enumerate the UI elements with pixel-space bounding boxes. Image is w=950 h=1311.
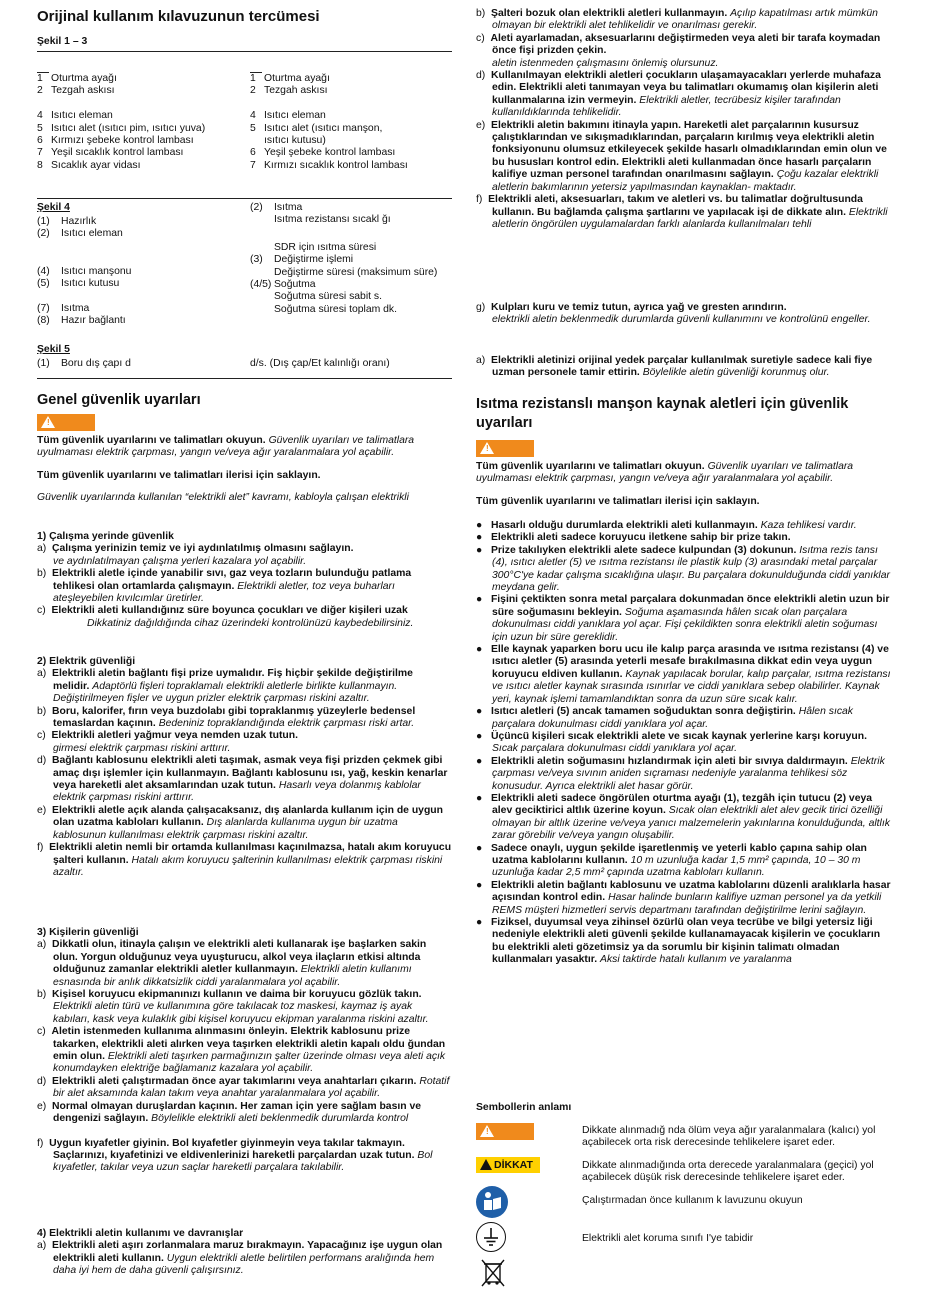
heating-safety-list <box>476 520 891 967</box>
item-4a: a) Elektrikli aleti aşırı zorlanmalara maruz bırakmayın. Yapacağınız işe uygun olan elektrikli aleti kullanın. Uygun elektrikli aletle belirtilen performans aralığında hem daha iyi hem de daha güvenli çalışırsınız. <box>37 1240 443 1277</box>
item-3e: e) Normal olmayan duruşlardan kaçının. Her zaman için yere sağlam basın ve dengenizi sağlayın. Böylelikle elektrikli aleti beklenmedik durumlarda kontrol <box>37 1100 422 1125</box>
item-1a: a) Çalışma yerinizin temiz ve iyi aydınlatılmış olmasını sağlayın. ve aydınlatılmayan çalışma yerleri kazalara yol açabilir. <box>37 543 354 567</box>
keep-instructions: Tüm güvenlik uyarılarını ve talimatları ilerisi için saklayın. <box>476 496 760 507</box>
section-1 <box>37 531 452 630</box>
item-3c: c) Aletin istenmeden kullanıma alınmasını önleyin. Elektrik kablosunu prize takarken, elektrikli aleti alırken veya taşırken elektrikli aletin kapalı oldu ğundan emin olun. Elektrikli aleti taşırken parmağınızın şalter üzerinde olması veya aleti açık konumdayken elektriğe bağlamanız kazalara yol açabilir. <box>37 1026 446 1075</box>
legend-item: SDR için ısıtma süresi <box>274 241 377 253</box>
symbol-caution-text: Dikkate alınmadığında orta derecede yaralanmalara (geçici) yol açabilecek düşük risk derecesinde tehlikelere işaret eder. <box>582 1160 874 1184</box>
item-4f: f) Elektrikli aleti, aksesuarları, takım ve aletleri vs. bu talimatlar doğrultusunda kullanın. Bu bağlamda çalışma şartlarını ve yapılacak işi de dikkate alın. Elektrikli aletlerin öngörülen uygulamalardan farklı alanlarda kullanılmaları tehli <box>476 194 888 230</box>
section-4 <box>37 1228 452 1278</box>
legend-item: (3) Değiştirme işlemi <box>250 254 354 266</box>
item-3f: f) Uygun kıyafetler giyinin. Bol kıyafetler giyinmeyin veya takılar takmayın. Saçlarınızı, kıyafetinizi ve eldivenlerinizi hareketli parçalardan uzak tutun. Bol kıyafetler, takılar veya uzun saçlar hareketli parçalara takılabilir. <box>37 1137 433 1174</box>
protective-earth-icon <box>476 1222 506 1252</box>
list-item: ● Üçüncü kişileri sıcak elektrikli alete ve sıcak kaynak yerlerine karşı koruyun. Sıcak parçalara dokunulması ciddi yanıklara yol açar. <box>476 730 867 755</box>
item-3a: a) Dikkatli olun, itinayla çalışın ve elektrikli aleti kullanarak işe başlarken sakin olun. Yorgun olduğunuz veya uyuşturucu, alkol veya ilaçların etkisi altında olduğunuz zamanlar elektrikli aletler kullanmayın. Elektrikli aletin kullanımı esnasında bir anlık dikkatsizlik ciddi yaralanmalara yol açabilir. <box>37 939 427 988</box>
figure-4-legend-left <box>37 216 247 328</box>
list-item: ● Sadece onaylı, uygun şekilde işaretlenmiş ve yeterli kablo çapına sahip olan uzatma kablolarını kullanın. 10 m uzunluğa kadar 1,5 mm² çapında, 10 – 30 m uzunluğa kadar 2,5 mm² çapında uzatma kabloları kullanın. <box>476 842 867 879</box>
figure-1-3-legend-b <box>250 72 452 172</box>
legend-item: 5 Isıtıcı alet (ısıtıcı pim, ısıtıcı yuva) <box>37 122 206 134</box>
section-heading: 1) Çalışma yerinde güvenlik <box>37 531 174 542</box>
keep-instructions: Tüm güvenlik uyarılarını ve talimatları ilerisi için saklayın. <box>37 470 321 481</box>
item-3d: d) Elektrikli aleti çalıştırmadan önce ayar takımlarını veya anahtarları çıkarın. Rotatif bir alet aksamında kalan takım veya anahtar yaralanmalara yol açabilir. <box>37 1075 450 1100</box>
item-5a: a) Elektrikli aletinizi orijinal yedek parçalar kullanılmak suretiyle sadece kali fiye uzman personele tamir ettirin. Böylelikle aletin güvenliği korunmuş olur. <box>476 355 873 379</box>
symbols-heading: Sembollerin anlamı <box>476 1102 572 1113</box>
legend-item: 1 Oturtma ayağı <box>37 73 117 84</box>
item-2f: f) Elektrikli aletin nemli bir ortamda kullanılması kaçınılmazsa, hatalı akım koruyucu şalteri kullanın. Hatalı akım koruyucu şalterinin kullanılması elektrik çarpması riskini azaltır. <box>37 842 452 878</box>
list-item: ● Elektrikli aletin bağlantı kablosunu ve uzatma kablolarını düzenli aralıklarla hasar açısından kontrol edin. Hasar halinde bunların kalifiye uzman personel ya da yetkili REMS müşteri hizmetleri servis departmanı tarafından değiştirilme lerini sağlayın. <box>476 879 891 916</box>
legend-item: (7) Isıtma <box>37 302 90 314</box>
item-4e: e) Elektrikli aletin bakımını itinayla yapın. Hareketli alet parçalarının kusursuz çalıştıklarından ve sıkışmadıklarından, parçaların kırılmış veya elektrikli aletin fonksiyonunu olumsuz etkileyecek şekilde hasarlı olmadıklarından emin olun ve bu hususları kontrol edin. Elektrikli aleti kullanmadan önce hasarlı parçaların kalifiye uzman personel tarafından onarılmasını sağlayın. Çoğu kazalar elektrikli aletlerin bakımlarının yetersiz yapılmasından kaynaklan- maktadır. <box>476 119 887 193</box>
legend-item: (4/5) Soğutma <box>250 279 316 291</box>
item-2a: a) Elektrikli aletin bağlantı fişi prize uymalıdır. Fiş hiçbir şekilde değiştirilme melidir. Adaptörlü fişleri topraklamalı elektrikli aletlerle birlikte kullanmayın. Değiştirilmeyen fişler ve uygun prizler elektrik çarpması riskini azaltır. <box>37 668 413 705</box>
read-instructions: Tüm güvenlik uyarılarını ve talimatları okuyun. Güvenlik uyarıları ve talimatlara uyulmaması elektrik çarpması, yangın ve/veya ağır yaralanmalara yol açabilir. <box>476 461 854 485</box>
heating-safety-title: Isıtma rezistanslı manşon kaynak aletleri için güvenlik uyarıları <box>476 396 849 431</box>
legend-item: 7 Yeşil sıcaklık kontrol lambası <box>37 147 184 159</box>
legend-item: 2 Tezgah askısı <box>250 85 328 97</box>
figure-4-legend-right <box>250 202 452 316</box>
item-3b: b) Kişisel koruyucu ekipmanınızı kullanın ve daima bir koruyucu gözlük takın. Elektrikli aletin türü ve kullanımına göre takılacak toz maskesi, kaymaz iş ayak kabıları, kask veya kulaklık gibi kişisel koruyucu ekipman yaralanma riskini azaltır. <box>37 989 429 1025</box>
legend-item: d/s. (Dış çap/Et kalınlığı oranı) <box>250 358 390 369</box>
caution-triangle-icon <box>480 1159 492 1170</box>
legend-item: 4 Isıtıcı eleman <box>250 110 326 122</box>
caution-label: DİKKAT <box>494 1159 533 1171</box>
warning-badge: ! <box>476 440 534 457</box>
caution-badge <box>476 1157 540 1173</box>
legend-item: 6 Kırmızı şebeke kontrol lambası <box>37 135 194 147</box>
figure-4-heading: Şekil 4 <box>37 202 70 213</box>
legend-item: (2) Isıtma <box>250 202 303 213</box>
legend-item: 1 Oturtma ayağı <box>250 73 330 84</box>
figure-5-heading: Şekil 5 <box>37 344 70 355</box>
legend-item: (1) Hazırlık <box>37 216 97 227</box>
divider <box>37 198 452 199</box>
item-2d: d) Bağlantı kablosunu elektrikli aleti taşımak, asmak veya fişi prizden çekmek gibi amaç dışı işlemler için kullanmayın. Bağlantı kablosunu ısı, yağ, keskin kenarlar veya hareketli alet aksamlarından uzak tutun. Hasarlı veya dolanmış kablolar elektrik çarpması riskini arttırır. <box>37 755 448 804</box>
section-3 <box>37 927 452 1175</box>
legend-item: 2 Tezgah askısı <box>37 85 115 97</box>
list-item: ● Fiziksel, duyumsal veya zihinsel özürlü olan veya tecrübe ve bilgi yetersiz liği nedeniyle elektrikli aleti güvenli şekilde kullanamayacak kişilerin ve çocukların bu elektrikli aleti gözetimsiz ya da sorumlu bir kişinin talimatı olmadan kullanmaları yasaktır. Aksi taktirde hatalı kullanım ve yaralanma <box>476 917 881 966</box>
section-heading: 3) Kişilerin güvenliği <box>37 927 139 938</box>
legend-item: (1) Boru dış çapı d <box>37 358 131 369</box>
legend-item: Isıtma rezistansı sıcakl ğı <box>274 214 391 226</box>
symbol-class1-text: Elektrikli alet koruma sınıfı I'ye tabidir <box>582 1233 754 1244</box>
read-instructions: Tüm güvenlik uyarılarını ve talimatları okuyun. Güvenlik uyarıları ve talimatlara uyulmaması elektrik çarpması, yangın ve/veya ağır yaralanmalara yol açabilir. <box>37 435 415 459</box>
legend-item: (5) Isıtıcı kutusu <box>37 278 120 290</box>
symbol-manual-text: Çalıştırmadan önce kullanım k lavuzunu okuyun <box>582 1195 803 1206</box>
list-item: ● Elektrikli aletin soğumasını hızlandırmak için aleti bir sıvıya daldırmayın. Elektrik çarpması ve/veya sıvının aniden sıçraması nedeniyle yaralanma tehlikesi söz konusudur. Ayrıca elektrikli alet hasar görür. <box>476 755 885 792</box>
legend-item: Soğutma süresi sabit s. <box>274 291 382 303</box>
page-title: Orijinal kullanım kılavuzunun tercümesi <box>37 8 320 25</box>
item-4g: g) Kulpları kuru ve temiz tutun, ayrıca yağ ve gresten arındırın. elektrikli aletin beklenmedik durumlarda güvenli kullanımını ve kontrolünü engeller. <box>476 302 871 326</box>
list-item: ● Hasarlı olduğu durumlarda elektrikli aleti kullanmayın. Kaza tehlikesi vardır. <box>476 520 857 531</box>
item-2b: b) Boru, kalorifer, fırın veya buzdolabı gibi topraklanmış yüzeylerle bedensel temaslardan kaçının. Bedeniniz topraklandığında elektrik çarpması riski artar. <box>37 705 416 730</box>
legend-item: 5 Isıtıcı alet (ısıtıcı manşon, <box>250 122 383 134</box>
list-item: ● Elle kaynak yaparken boru ucu ile kalıp parça arasında ve ısıtma rezistansı (4) ve ısıtıcı aletler (5) arasında yeterli mesafe bırakılmasına dikkat edin veya uygun koruyucu eldiven kullanın. Kaynak yapılacak borular, kalıp parçalar, ısıtma rezistansı ve ısıtıcı aletler kaynak sırasında ısınırlar ve ciddi yanıklara sebep olabilirler. Kaynak yeri, kaynak işlemi tamamlandıktan sonra da uzun süre sıcak kalır. <box>476 644 891 705</box>
section-heading: 2) Elektrik güvenliği <box>37 656 136 667</box>
list-item: ● Isıtıcı aletleri (5) ancak tamamen soğuduktan sonra değiştirin. Hâlen sıcak parçalara dokunulması ciddi yanıklara yol açar. <box>476 706 854 730</box>
item-4c: c) Aleti ayarlamadan, aksesuarlarını değiştirmeden veya aleti bir tarafa koymadan önce fişi prizden çekin. aletin istenmeden çalışmasını önlemiş olursunuz. <box>476 32 881 69</box>
legend-item: 7 Kırmızı sıcaklık kontrol lambası <box>250 159 408 171</box>
section-4-continued <box>476 8 891 231</box>
legend-item: ısıtıcı kutusu) <box>264 135 326 147</box>
legend-item: Soğutma süresi toplam dk. <box>274 303 398 315</box>
figure-1-3-heading: Şekil 1 – 3 <box>37 36 88 47</box>
list-item: ● Fişini çektikten sonra metal parçalara dokunmadan önce elektrikli aletin uzun bir süre soğumasını bekleyin. Soğuma aşamasında hâlen sıcak olan parçalara dokunulması ciddi yanıklara yol açar. Fişi çekildikten sonra elektrikli aletin soğuması için uzun bir süre gereklidir. <box>476 594 890 643</box>
item-4d: d) Kullanılmayan elektrikli aletleri çocukların ulaşamayacakları yerlerde muhafaza edin. Elektrikli aleti tanımayan veya bu talimatları okumamış olan kişilerin aleti kullanmalarına izin vermeyin. Elektrikli aletler, tecrübesiz kişiler tarafından kullanıldıklarında tehlikelidir. <box>476 70 881 119</box>
list-item: ● Elektrikli aleti sadece koruyucu iletkene sahip bir prize takın. <box>476 532 791 544</box>
legend-item: Değiştirme süresi (maksimum süre) <box>274 266 438 278</box>
legend-item: 8 Sıcaklık ayar vidası <box>37 159 141 171</box>
legend-item: 6 Yeşil şebeke kontrol lambası <box>250 147 396 159</box>
legend-item: (8) Hazır bağlantı <box>37 315 126 327</box>
warning-badge: ! <box>476 1123 534 1140</box>
legend-item: (2) Isıtıcı eleman <box>37 228 123 240</box>
legend-item: (4) Isıtıcı manşonu <box>37 265 132 277</box>
term-note: Güvenlik uyarılarında kullanılan “elektrikli alet” kavramı, kabloyla çalışan elektrikli <box>37 492 409 503</box>
item-1b: b) Elektrikli aletle içinde yanabilir sıvı, gaz veya tozların bulunduğu patlama tehlikesi olan ortamlarda çalışmayın. Elektrikli aletler, toz veya buharları ateşleyebilen kıvılcımlar üretirler. <box>37 568 412 605</box>
item-2c: c) Elektrikli aletleri yağmur veya nemden uzak tutun. girmesi elektrik çarpması riskini arttırır. <box>37 730 299 754</box>
divider <box>37 51 452 52</box>
item-4b: b) Şalteri bozuk olan elektrikli aletleri kullanmayın. Açılıp kapatılması artık mümkün olmayan bir elektrikli alet tehlikelidir ve onarılması gerekir. <box>476 8 878 32</box>
figure-1-3-legend-a <box>37 72 247 172</box>
crossed-bin-icon <box>480 1258 506 1288</box>
list-item: ● Elektrikli aleti sadece öngörülen oturtma ayağı (1), tezgâh için tutucu (2) veya alev geciktirici altlık üzerine koyun. Sıcak olan elektrikli alet alev gecik tirici özelliği olmayan bir altlık üzerine ve/veya yanıcı malzemelerin yakınlarına konulduğunda, altlık zarar görebilir ve/veya yangın oluşabilir. <box>476 792 890 842</box>
warning-badge: ! <box>37 414 95 431</box>
list-item: ● Prize takılıyken elektrikli alete sadece kulpundan (3) dokunun. Isıtma rezis tansı (4), ısıtıcı aletler (5) ve ısıtma rezistansı ile plastik kulp (3) arasındaki metal parçalar 300°C'ye kadar çalışma sıcaklığına ulaşır. Bu parçalara dokunulduğunda ciddi yanıklar meydana gelir. <box>476 544 890 594</box>
divider <box>37 378 452 379</box>
legend-item: 4 Isıtıcı eleman <box>37 110 113 122</box>
section-heading: 4) Elektrikli aletin kullanımı ve davranışlar <box>37 1228 244 1239</box>
item-1c: c) Elektrikli aleti kullandığınız süre boyunca çocukları ve diğer kişileri uzak Dikkatiniz dağıldığında cihaz üzerindeki kontrolünüzü kaybedebilirsiniz. <box>37 605 414 629</box>
symbol-warning-text: Dikkate alınmadığ nda ölüm veya ağır yaralanmalara (kalıcı) yol açabilecek orta risk derecesinde tehlikelere işaret eder. <box>582 1125 876 1149</box>
section-2 <box>37 656 452 879</box>
item-2e: e) Elektrikli aletle açık alanda çalışacaksanız, dış alanlarda kullanım için de uygun olan uzatma kabloları kullanın. Dış alanlarda kullanıma uygun bir uzatma kablosunun kullanılması elektrik çarpması riskini azaltır. <box>37 804 443 841</box>
read-manual-icon <box>476 1186 508 1218</box>
general-safety-title: Genel güvenlik uyarıları <box>37 392 201 408</box>
